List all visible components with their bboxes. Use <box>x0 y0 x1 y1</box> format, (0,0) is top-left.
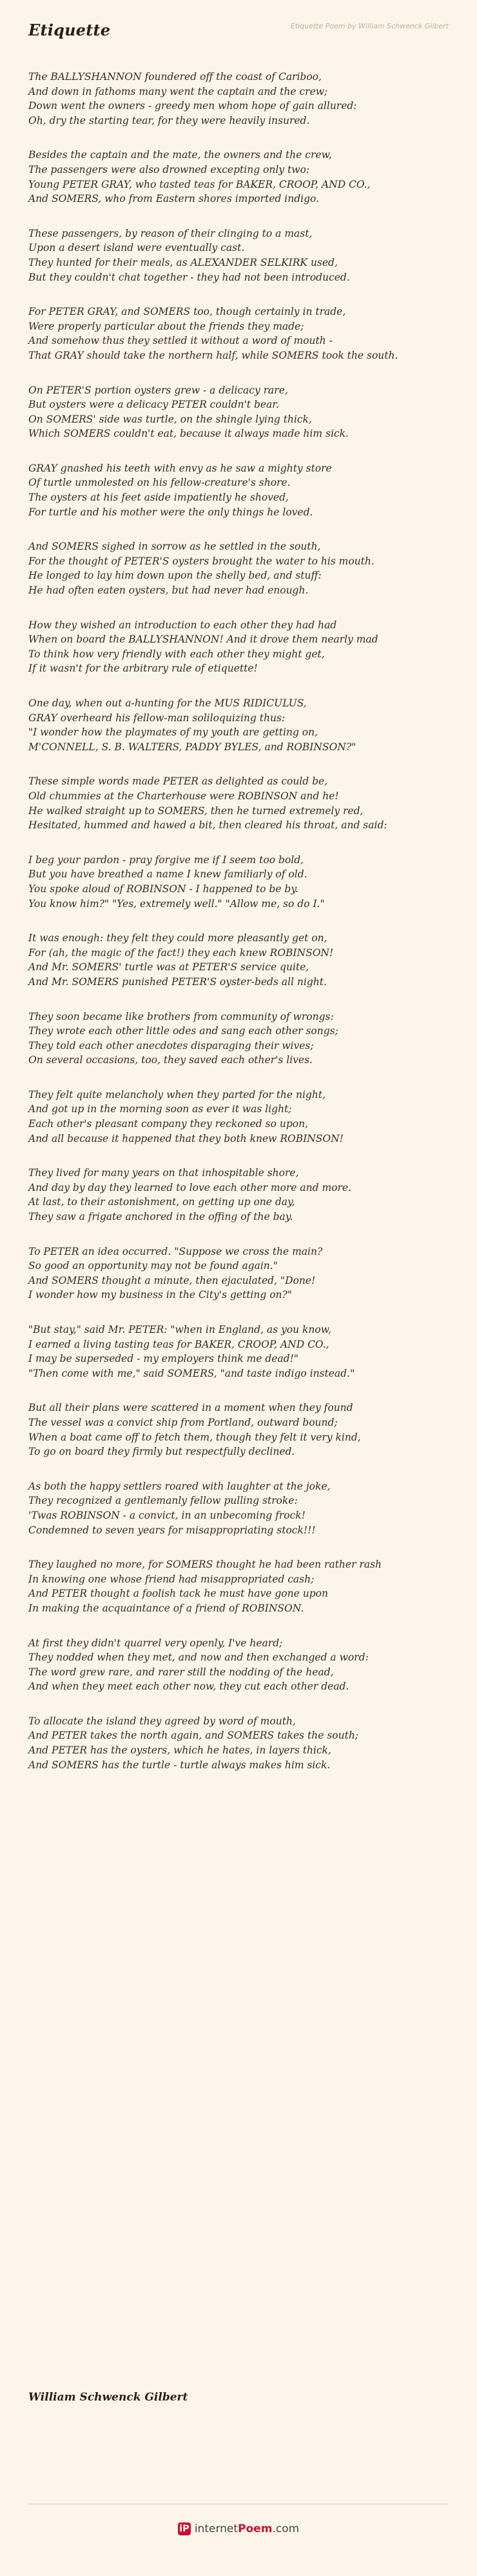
stanza <box>28 1714 454 1772</box>
poem-line: He walked straight up to SOMERS, then he turned extremely red, <box>28 804 364 817</box>
poem-line: Each other's pleasant company they reckoned so upon, <box>28 1118 308 1130</box>
poem-line: As both the happy settlers roared with laughter at the joke, <box>28 1480 331 1492</box>
poem-line: These passengers, by reason of their clinging to a mast, <box>28 227 313 239</box>
poem-line: They soon became like brothers from community of wrongs: <box>28 1010 334 1023</box>
poem-line: It was enough: they felt they could more pleasantly get on, <box>28 932 327 944</box>
poem-line: They wrote each other little odes and sang each other songs; <box>28 1025 338 1037</box>
poem-line: He had often eaten oysters, but had never had enough. <box>28 584 309 597</box>
poem-line: And SOMERS, who from Eastern shores imported indigo. <box>28 193 319 205</box>
poem-line: And all because it happened that they both knew ROBINSON! <box>28 1132 344 1144</box>
poem-line: On SOMERS' side was turtle, on the shingle lying thick, <box>28 413 312 425</box>
stanza <box>28 696 454 754</box>
poem-line: But oysters were a delicacy PETER couldn't bear. <box>28 399 279 411</box>
poem-line: And when they meet each other now, they cut each other dead. <box>28 1681 349 1693</box>
poem-line: I beg your pardon - pray forgive me if I seem too bold, <box>28 854 304 866</box>
poem-line: The oysters at his feet aside impatiently he shoved, <box>28 492 289 504</box>
poem-line: For the thought of PETER'S oysters brought the water to his mouth. <box>28 555 375 567</box>
poem-line: And PETER thought a foolish tack he must have gone upon <box>28 1588 328 1600</box>
poem-line: The BALLYSHANNON foundered off the coast of Cariboo, <box>28 71 322 83</box>
poem-line: For PETER GRAY, and SOMERS too, though certainly in trade, <box>28 306 346 318</box>
poem-line: At last, to their astonishment, on getting up one day, <box>28 1196 295 1208</box>
poem-line: One day, when out a-hunting for the MUS RIDICULUS, <box>28 697 307 709</box>
poem-line: They felt quite melancholy when they parted for the night, <box>28 1088 326 1101</box>
poem-line: And SOMERS has the turtle - turtle always makes him sick. <box>28 1759 331 1771</box>
poem-line: If it wasn't for the arbitrary rule of etiquette! <box>28 663 258 675</box>
poem-byline: Etiquette Poem by William Schwenck Gilbert <box>290 22 449 30</box>
poem-line: I wonder how my business in the City's getting on?" <box>28 1289 292 1301</box>
stanza <box>28 305 454 363</box>
poem-line: Condemned to seven years for misappropriating stock!!! <box>28 1524 316 1536</box>
poem-line: They recognized a gentlemanly fellow pulling stroke: <box>28 1495 298 1507</box>
poem-line: Of turtle unmolested on his fellow-creature's shore. <box>28 477 291 489</box>
poem-line: To go on board they firmly but respectfully declined. <box>28 1446 295 1458</box>
poem-line: GRAY gnashed his teeth with envy as he saw a mighty store <box>28 462 332 474</box>
poem-line: They lived for many years on that inhospitable shore, <box>28 1167 299 1179</box>
poem-line: The passengers were also drowned excepting only two: <box>28 163 310 175</box>
stanza <box>28 1166 454 1224</box>
stanza <box>28 1010 454 1068</box>
poem-line: You know him?" "Yes, extremely well." "Allow me, so do I." <box>28 897 325 910</box>
poem-line: "I wonder how the playmates of my youth are getting on, <box>28 726 318 739</box>
poem-line: They nodded when they met, and now and then exchanged a word: <box>28 1652 369 1664</box>
stanza <box>28 1636 454 1694</box>
poem-line: And PETER has the oysters, which he hates, in layers thick, <box>28 1744 331 1757</box>
poem-line: Besides the captain and the mate, the owners and the crew, <box>28 149 332 161</box>
stanza <box>28 148 454 206</box>
poem-line: And got up in the morning soon as ever it was light; <box>28 1103 292 1115</box>
poem-line: They laughed no more, for SOMERS thought he had been rather rash <box>28 1559 382 1571</box>
poem-line: GRAY overheard his fellow-man soliloquizing thus: <box>28 712 286 724</box>
poem-line: When on board the BALLYSHANNON! And it drove them nearly mad <box>28 634 378 646</box>
stanza <box>28 70 454 128</box>
stanza <box>28 226 454 285</box>
poem-line: So good an opportunity may not be found again." <box>28 1260 278 1272</box>
poem-line: On PETER'S portion oysters grew - a delicacy rare, <box>28 384 288 396</box>
poem-header <box>28 19 449 45</box>
poem-line: And Mr. SOMERS punished PETER'S oyster-beds all night. <box>28 975 327 988</box>
stanza <box>28 1401 454 1459</box>
logo-suffix: .com <box>272 2522 300 2535</box>
stanza <box>28 618 454 676</box>
poem-line: Down went the owners - greedy men whom hope of gain allured: <box>28 100 357 112</box>
poem-line: The word grew rare, and rarer still the nodding of the head, <box>28 1666 334 1678</box>
stanza <box>28 1479 454 1537</box>
stanza <box>28 774 454 832</box>
poem-line: And down in fathoms many went the captain and the crew; <box>28 85 328 97</box>
poem-line: But all their plans were scattered in a moment when they found <box>28 1402 353 1414</box>
poem-line: I may be superseded - my employers think me dead!" <box>28 1353 298 1365</box>
poem-line: And SOMERS sighed in sorrow as he settled in the south, <box>28 541 321 553</box>
author-signature: William Schwenck Gilbert <box>28 2391 188 2404</box>
stanza <box>28 931 454 989</box>
poem-line: Oh, dry the starting tear, for they were heavily insured. <box>28 114 310 126</box>
poem-line: They saw a frigate anchored in the offing of the bay. <box>28 1211 293 1223</box>
poem-line: And day by day they learned to love each other more and more. <box>28 1181 352 1193</box>
poem-line: That GRAY should take the northern half, while SOMERS took the south. <box>28 349 398 361</box>
poem-line: Which SOMERS couldn't eat, because it always made him sick. <box>28 428 349 440</box>
poem-line: Hesitated, hummed and hawed a bit, then cleared his throat, and said: <box>28 819 387 832</box>
poem-line: And PETER takes the north again, and SOMERS takes the south; <box>28 1730 359 1742</box>
poem-line: These simple words made PETER as delighted as could be, <box>28 775 328 788</box>
poem-line: You spoke aloud of ROBINSON - I happened to be by. <box>28 883 298 895</box>
poem-line: He longed to lay him down upon the shelly bed, and stuff: <box>28 570 322 582</box>
poem-line: They hunted for their meals, as ALEXANDER SELKIRK used, <box>28 256 338 268</box>
poem-line: Young PETER GRAY, who tasted teas for BAKER, CROOP, AND CO., <box>28 178 371 190</box>
poem-line: When a boat came off to fetch them, though they felt it very kind, <box>28 1431 361 1443</box>
poem-line: "But stay," said Mr. PETER: "when in England, as you know, <box>28 1324 332 1335</box>
stanza <box>28 461 454 519</box>
site-logo-icon: iP <box>178 2522 191 2535</box>
poem-line: For turtle and his mother were the only things he loved. <box>28 506 313 518</box>
site-logo[interactable] <box>0 2522 477 2535</box>
poem-line: Were properly particular about the friends they made; <box>28 320 304 332</box>
poem-line: In making the acquaintance of a friend of ROBINSON. <box>28 1602 304 1614</box>
poem-line: And Mr. SOMERS' turtle was at PETER'S service quite, <box>28 961 309 973</box>
poem-body <box>28 70 454 1792</box>
poem-line: They told each other anecdotes disparaging their wives; <box>28 1039 314 1052</box>
stanza <box>28 1323 454 1381</box>
poem-line: 'Twas ROBINSON - a convict, in an unbecoming frock! <box>28 1509 306 1521</box>
site-logo-text <box>195 2522 299 2535</box>
stanza <box>28 1088 454 1146</box>
poem-line: To allocate the island they agreed by word of mouth, <box>28 1715 296 1727</box>
stanza <box>28 539 454 597</box>
poem-line: The vessel was a convict ship from Portland, outward bound; <box>28 1416 338 1428</box>
logo-prefix: internet <box>194 2522 238 2535</box>
poem-line: On several occasions, too, they saved each other's lives. <box>28 1054 313 1066</box>
stanza <box>28 1244 454 1303</box>
stanza <box>28 853 454 911</box>
poem-line: I earned a living tasting teas for BAKER, CROOP, AND CO., <box>28 1338 329 1350</box>
poem-line: How they wished an introduction to each other they had had <box>28 619 337 631</box>
poem-line: And SOMERS thought a minute, then ejaculated, "Done! <box>28 1274 316 1286</box>
poem-line: To PETER an idea occurred. "Suppose we cross the main? <box>28 1245 323 1257</box>
poem-line: At first they didn't quarrel very openly, I've heard; <box>28 1637 283 1649</box>
poem-line: For (ah, the magic of the fact!) they each knew ROBINSON! <box>28 946 334 959</box>
poem-line: But they couldn't chat together - they had not been introduced. <box>28 271 350 283</box>
poem-line: In knowing one whose friend had misappropriated cash; <box>28 1573 315 1585</box>
poem-line: But you have breathed a name I knew familiarly of old. <box>28 868 307 881</box>
stanza <box>28 383 454 441</box>
poem-title: Etiquette <box>28 21 111 39</box>
stanza <box>28 1557 454 1615</box>
poem-line: And somehow thus they settled it without a word of mouth - <box>28 335 333 347</box>
logo-accent: Poem <box>238 2522 273 2535</box>
poem-line: To think how very friendly with each other they might get, <box>28 648 325 660</box>
poem-line: "Then come with me," said SOMERS, "and taste indigo instead." <box>28 1367 355 1379</box>
poem-line: M'CONNELL, S. B. WALTERS, PADDY BYLES, and ROBINSON?" <box>28 741 356 753</box>
poem-line: Old chummies at the Charterhouse were ROBINSON and he! <box>28 790 339 802</box>
poem-line: Upon a desert island were eventually cast. <box>28 242 245 254</box>
